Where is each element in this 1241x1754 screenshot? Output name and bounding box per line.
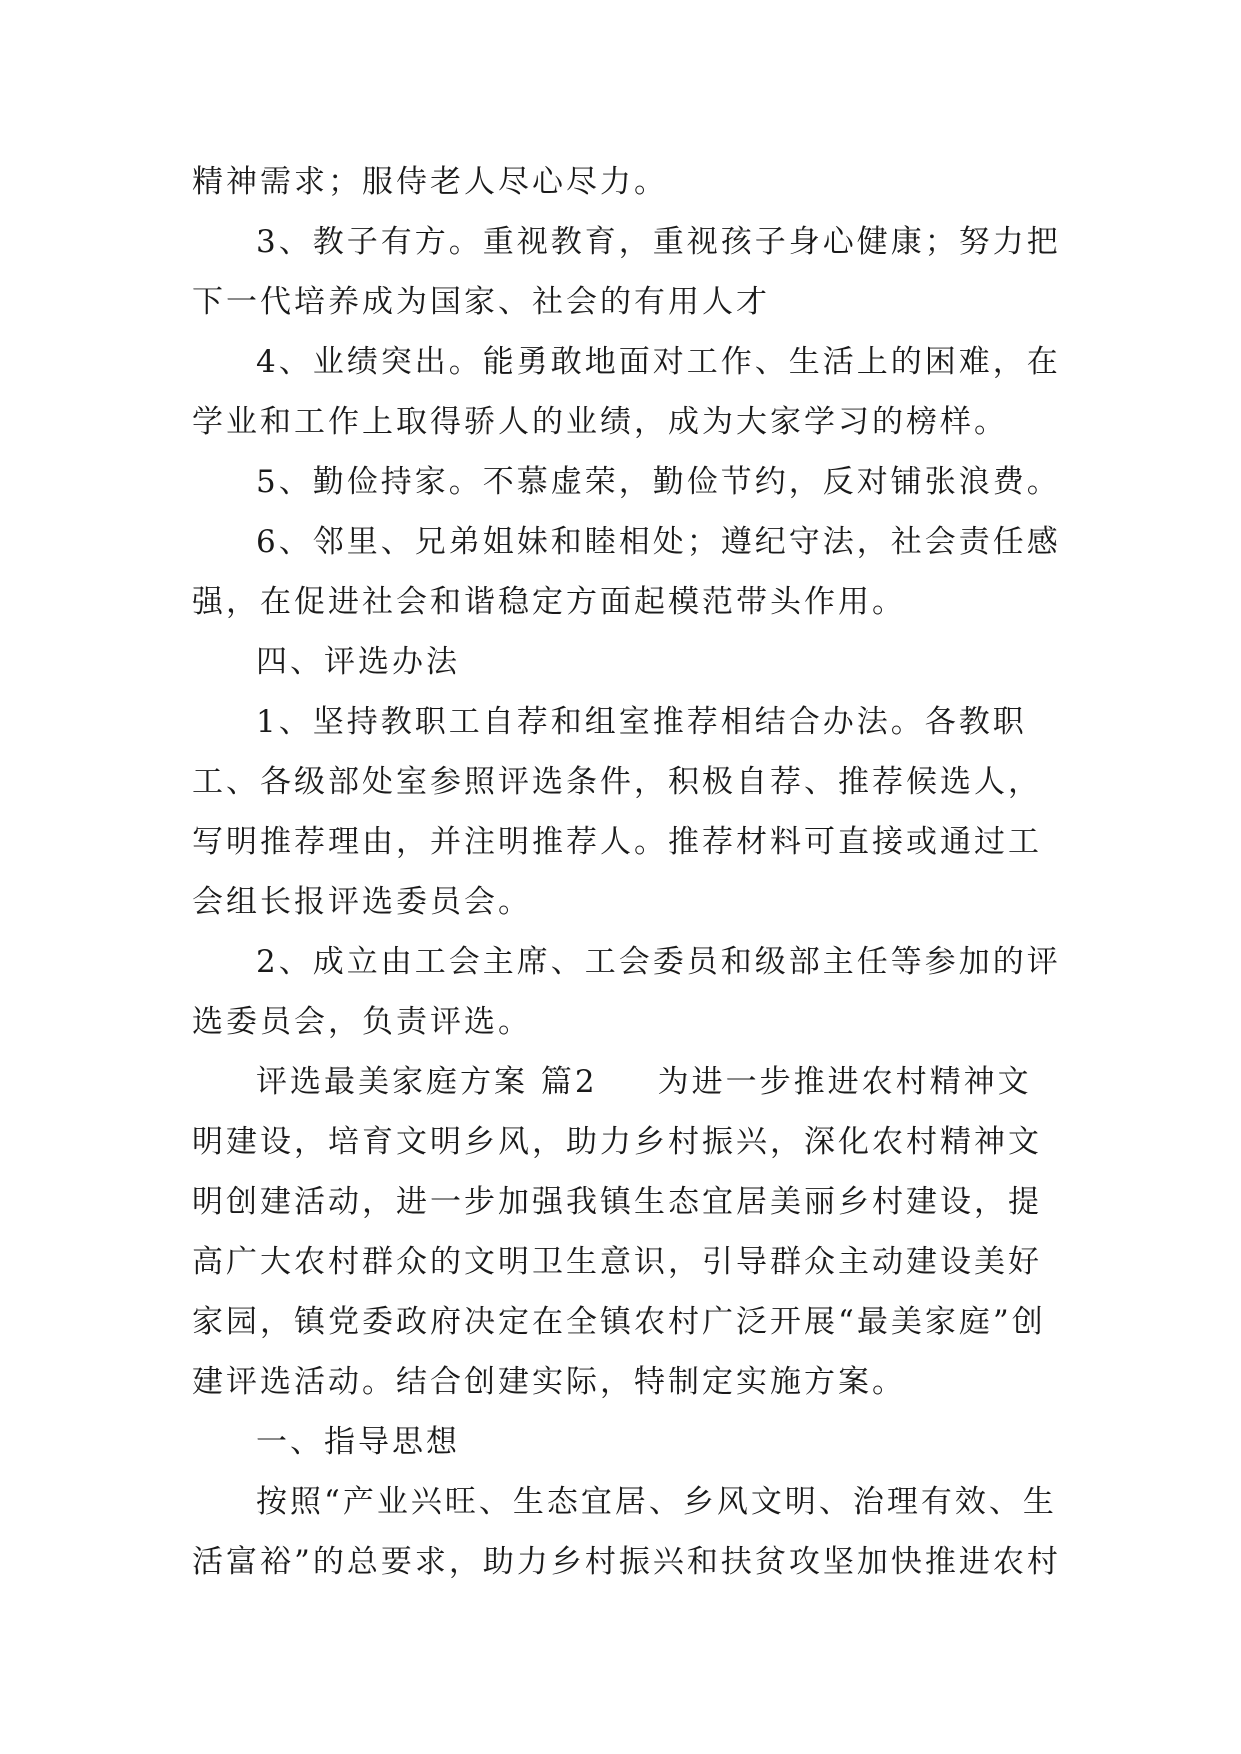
paragraph-7: 2、成立由工会主席、工会委员和级部主任等参加的评选委员会，负责评选。 — [192, 944, 1061, 1040]
document-body — [192, 152, 1062, 1592]
paragraph-2: 3、教子有方。重视教育，重视孩子身心健康；努力把下一代培养成为国家、社会的有用人才 — [192, 224, 1061, 320]
paragraph-1: 精神需求；服侍老人尽心尽力。 — [192, 164, 668, 200]
section-heading-guiding-ideology: 一、指导思想 — [256, 1424, 460, 1460]
section-2-paragraph — [192, 1052, 1062, 1412]
section-heading-evaluation-method: 四、评选办法 — [256, 644, 460, 680]
paragraph-5: 6、邻里、兄弟姐妹和睦相处；遵纪守法，社会责任感强，在促进社会和谐稳定方面起模范带头作用。 — [192, 524, 1061, 620]
paragraph-8: 按照“产业兴旺、生态宜居、乡风文明、治理有效、生活富裕”的总要求，助力乡村振兴和扶贫攻坚加快推进农村 — [192, 1484, 1061, 1580]
paragraph-3: 4、业绩突出。能勇敢地面对工作、生活上的困难，在学业和工作上取得骄人的业绩，成为大家学习的榜样。 — [192, 344, 1061, 440]
paragraph-6: 1、坚持教职工自荐和组室推荐相结合办法。各教职工、各级部处室参照评选条件，积极自荐、推荐候选人，写明推荐理由，并注明推荐人。推荐材料可直接或通过工会组长报评选委员会。 — [192, 704, 1042, 920]
paragraph-4: 5、勤俭持家。不慕虚荣，勤俭节约，反对铺张浪费。 — [256, 464, 1061, 500]
section-2-intro: 为进一步推进农村精神文明建设，培育文明乡风，助力乡村振兴，深化农村精神文明创建活动，进一步加强我镇生态宜居美丽乡村建设，提高广大农村群众的文明卫生意识，引导群众主动建设美好家园，镇党委政府决定在全镇农村广泛开展“最美家庭”创建评选活动。结合创建实际，特制定实施方案。 — [192, 1064, 1046, 1400]
section-2-title: 评选最美家庭方案 篇2 — [256, 1064, 598, 1100]
